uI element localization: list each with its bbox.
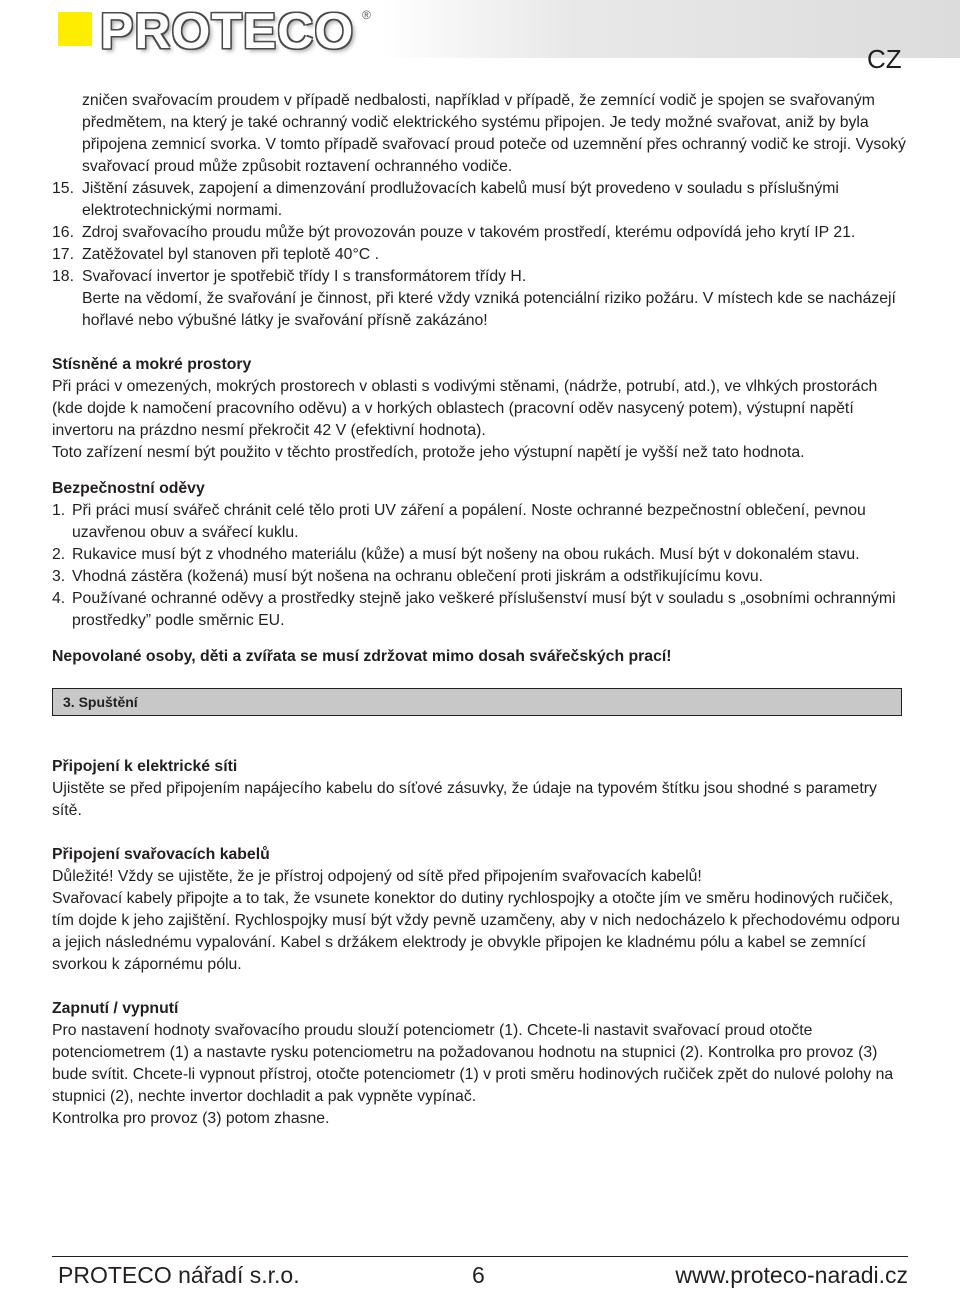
list-item-text: Vhodná zástěra (kožená) musí být nošena na ochranu oblečení proti jiskrám a odstřikujícímu kovu. (72, 568, 764, 585)
power-on-off-heading: Zapnutí / vypnutí (52, 1000, 179, 1017)
page-content (52, 90, 910, 1130)
list-item-number: 4. (52, 590, 66, 607)
protective-clothing-heading: Bezpečnostní oděvy (52, 480, 205, 497)
welding-cables-heading: Připojení svařovacích kabelů (52, 846, 270, 863)
list-item-number: 17. (52, 246, 74, 263)
list-item (52, 244, 910, 266)
footer-website: www.proteco-naradi.cz (675, 1262, 908, 1288)
intro-continuation (52, 90, 910, 178)
page-header (0, 0, 960, 74)
list-item (52, 266, 910, 288)
confined-spaces-heading: Stísněné a mokré prostory (52, 356, 252, 373)
list-item-text: Používané ochranné oděvy a prostředky stejně jako veškeré příslušenství musí být v souladu s „osobními ochrannými prostředky” podle směrnic EU. (72, 590, 896, 629)
fire-risk-note-text: Berte na vědomí, že svařování je činnost, při které vždy vzniká potenciální riziko požáru. V místech kde se nacházejí hořlavé nebo výbušné látky je svařování přísně zakázáno! (82, 290, 896, 329)
welding-cables-important: Důležité! Vždy se ujistěte, že je přístroj odpojený od sítě před připojením svařovacích kabelů! (52, 868, 702, 885)
page-footer (58, 1262, 908, 1292)
welding-cables-instructions: Svařovací kabely připojte a to tak, že vsunete konektor do dutiny rychlospojky a otočte jím ve směru hodinových ručiček, tím dojde k jeho zajištění. Rychlospojky musí být vždy pevně uzamčeny, aby v nich nedocházelo k přechodovému odporu a jejich následnému vypalování. Kabel s držákem elektrody je obvykle připojen ke kladnému pólu a kabel se zemnící svorkou k zápornému pólu. (52, 890, 900, 973)
intro-continuation-text: zničen svařovacím proudem v případě nedbalosti, například v případě, že zemnící vodič je spojen se svařovaným předmětem, na který je také ochranný vodič elektrického systému připojen. Je tedy možné svařovat, aniž by byla připojena zemnicí svorka. V tomto případě svařovací proud poteče od uzemnění přes ochranný vodič ke stroji. Vysoký svařovací proud může způsobit roztavení ochranného vodiče. (82, 92, 906, 175)
language-code: CZ (867, 44, 902, 74)
confined-spaces-paragraph: Toto zařízení nesmí být použito v těchto prostředích, protože jeho výstupní napětí je vyšší než tato hodnota. (52, 444, 805, 461)
list-item-text: Zdroj svařovacího proudu může být provozován pouze v takovém prostředí, kterému odpovídá jeho krytí IP 21. (82, 224, 856, 241)
list-item-text: Zatěžovatel byl stanoven při teplotě 40°C . (82, 246, 379, 263)
list-item-number: 15. (52, 180, 74, 197)
list-item (52, 222, 910, 244)
list-item-number: 1. (52, 502, 66, 519)
footer-company: PROTECO nářadí s.r.o. (58, 1262, 300, 1288)
section-title-bar: 3. Spuštění (52, 688, 902, 716)
list-item-text: Rukavice musí být z vhodného materiálu (kůže) a musí být nošeny na obou rukách. Musí být v dokonalém stavu. (72, 546, 860, 563)
mains-connection-text: Ujistěte se před připojením napájecího kabelu do síťové zásuvky, že údaje na typovém štítku jsou shodné s parametry sítě. (52, 780, 877, 819)
mains-connection-heading: Připojení k elektrické síti (52, 758, 238, 775)
list-item-number: 18. (52, 268, 74, 285)
list-item (52, 178, 910, 222)
power-on-off-note: Kontrolka pro provoz (3) potom zhasne. (52, 1110, 330, 1127)
list-item-text: Svařovací invertor je spotřebič třídy I s transformátorem třídy H. (82, 268, 527, 285)
registered-mark: ® (362, 8, 371, 22)
list-item-text: Při práci musí svářeč chránit celé tělo proti UV záření a popálení. Noste ochranné bezpečnostní oblečení, pevnou uzavřenou obuv a svářecí kuklu. (72, 502, 866, 541)
list-item (52, 566, 910, 588)
protective-clothing-list (52, 500, 910, 632)
confined-spaces-paragraph: Při práci v omezených, mokrých prostorech v oblasti s vodivými stěnami, (nádrže, potrubí, atd.), ve vlhkých prostorách (kde dojde k namočení pracovního oděvu) a v horkých oblastech (pracovní oděv nasycený potem), výstupní napětí invertoru na prázdno nesmí překročit 42 V (efektivní hodnota). (52, 378, 878, 439)
footer-divider (52, 1256, 908, 1257)
power-on-off-instructions: Pro nastavení hodnoty svařovacího proudu slouží potenciometr (1). Chcete-li nastavit svařovací proud otočte potenciometrem (1) a nastavte rysku potenciometru na požadovanou hodnotu na stupnici (2). Kontrolka pro provoz (3) bude svítit. Chcete-li vypnout přístroj, otočte potenciometr (1) v proti směru hodinových ručiček zpět do nulové polohy na stupnici (2), nechte invertor dochladit a pak vypněte vypínač. (52, 1022, 894, 1105)
list-item (52, 500, 910, 544)
brand-logo: PROTECO (100, 3, 355, 59)
list-item-number: 3. (52, 568, 66, 585)
list-item (52, 544, 910, 566)
list-item-number: 16. (52, 224, 74, 241)
list-item-number: 2. (52, 546, 66, 563)
logo-yellow-square-icon (58, 12, 92, 46)
page-number: 6 (472, 1262, 485, 1288)
bystanders-warning: Nepovolané osoby, děti a zvířata se musí zdržovat mimo dosah svářečských prací! (52, 648, 672, 665)
fire-risk-note (52, 288, 910, 332)
list-item (52, 588, 910, 632)
list-item-text: Jištění zásuvek, zapojení a dimenzování prodlužovacích kabelů musí být provedeno v souladu s příslušnými elektrotechnickými normami. (82, 180, 839, 219)
